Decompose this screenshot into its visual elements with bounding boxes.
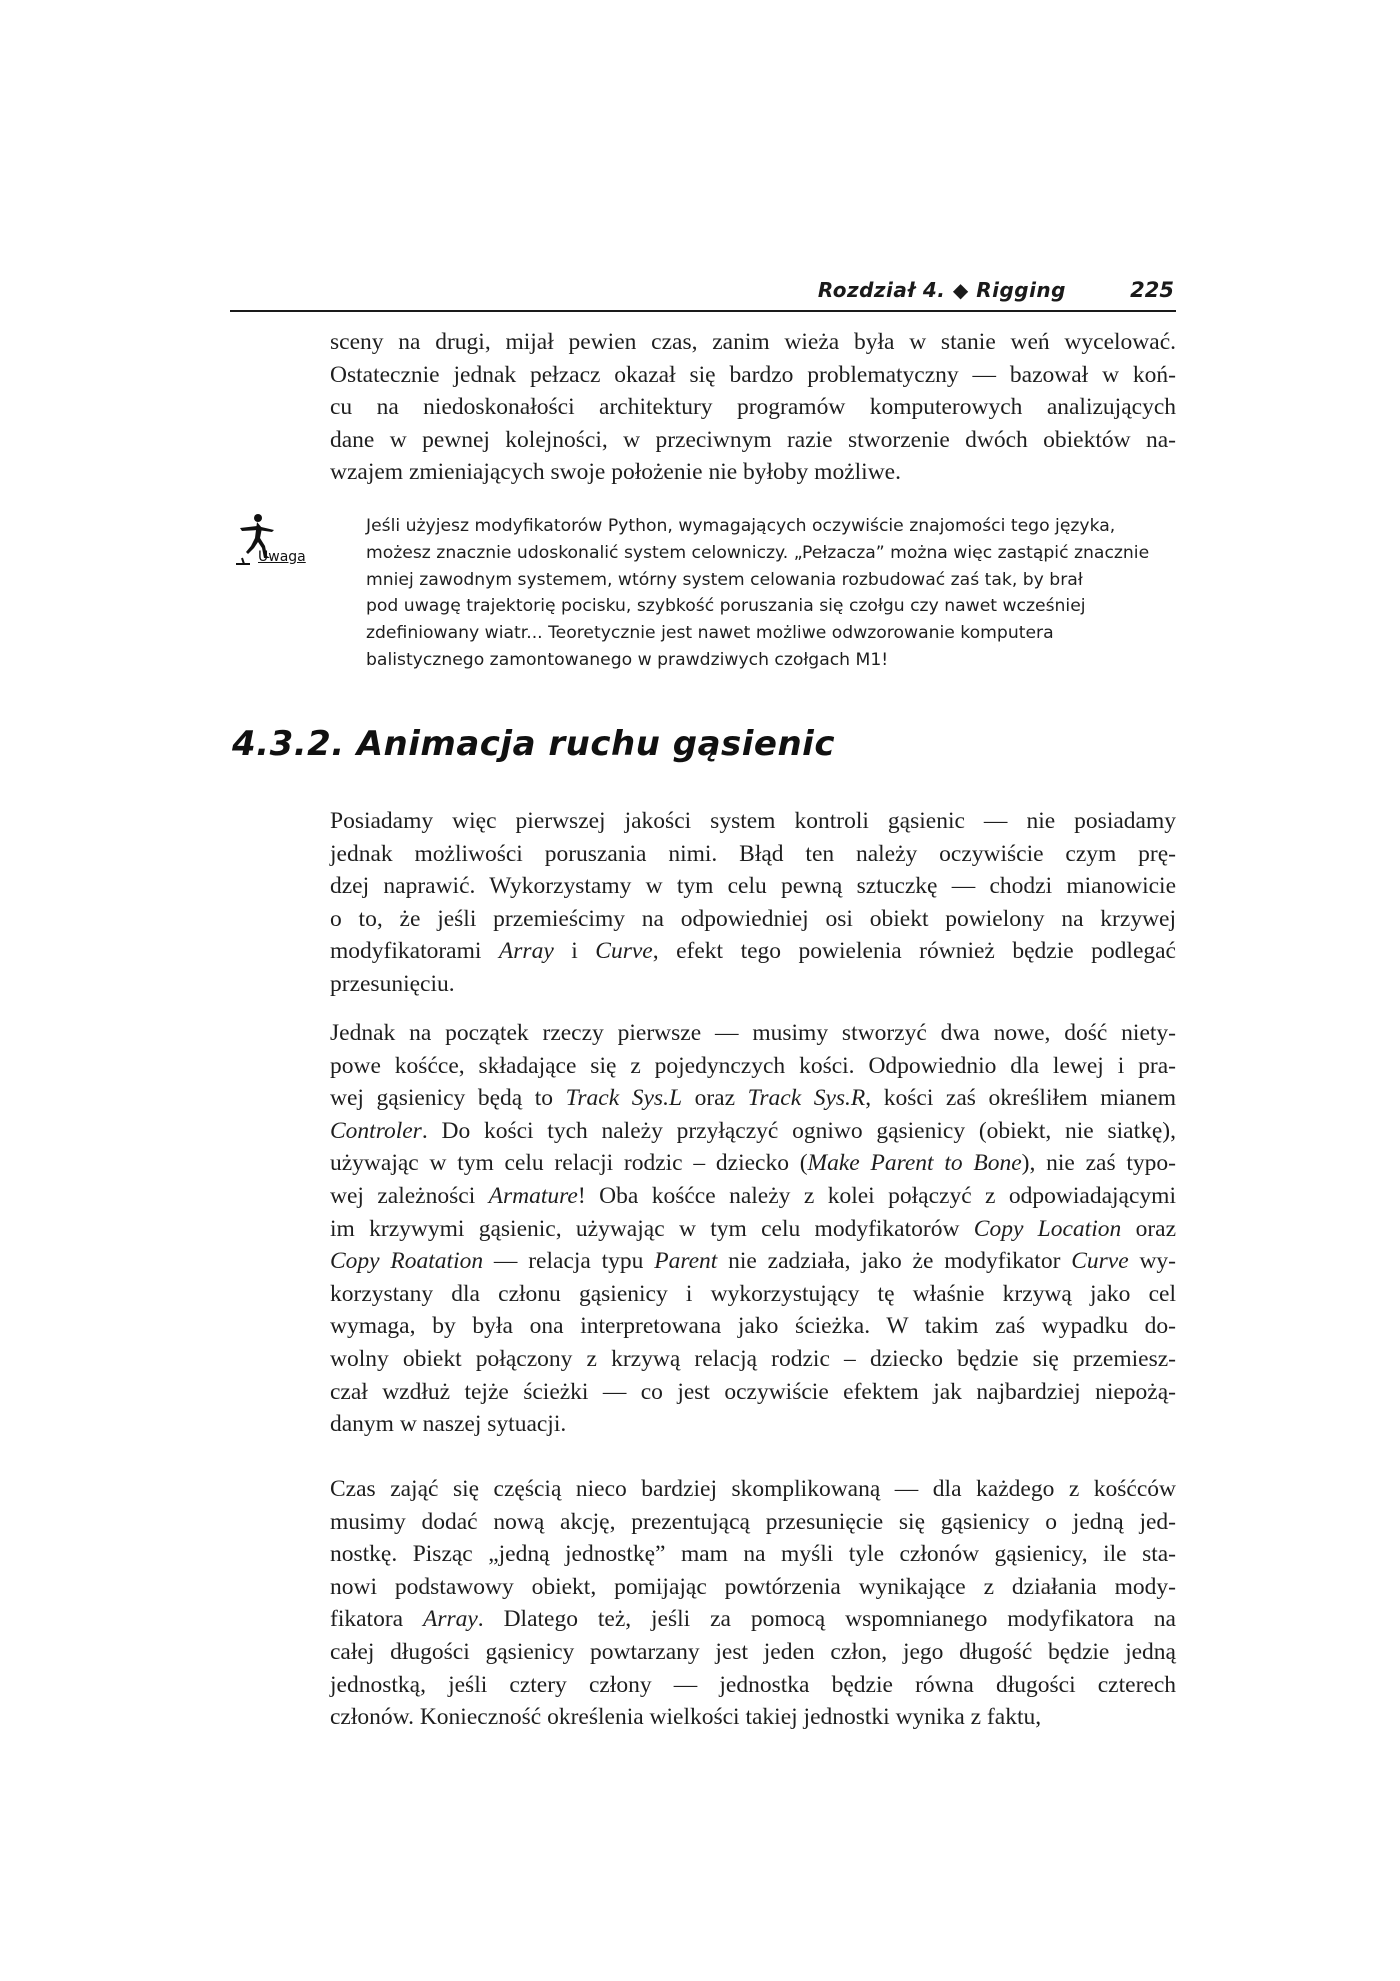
note-line: pod uwagę trajektorię pocisku, szybkość poruszania się czołgu czy nawet wcześniej xyxy=(366,596,1086,617)
text-line: korzystany dla członu gąsienicy i wykorzystujący tę właśnie krzywą jako cel xyxy=(330,1280,1176,1307)
text-line: jednak możliwości poruszania nimi. Błąd ten należy oczywiście czym prę- xyxy=(330,840,1176,867)
note-line: balistycznego zamontowanego w prawdziwych czołgach M1! xyxy=(366,649,889,670)
note-callout-icon xyxy=(232,512,322,572)
text-line: nowi podstawowy obiekt, pomijając powtórzenia wynikające z działania mody- xyxy=(330,1573,1176,1600)
running-head xyxy=(230,276,1176,312)
text-line: dane w pewnej kolejności, w przeciwnym razie stworzenie dwóch obiektów na- xyxy=(330,426,1176,453)
text-line: Copy Roatation — relacja typu Parent nie zadziała, jako że modyfikator Curve wy- xyxy=(330,1248,1177,1275)
section-heading xyxy=(232,724,835,764)
text-line: czał wzdłuż tejże ścieżki — co jest oczywiście efektem jak najbardziej niepożą- xyxy=(330,1378,1176,1405)
text-line: Czas zająć się częścią nieco bardziej skomplikowaną — dla każdego z kośćców xyxy=(330,1476,1176,1502)
text-line: im krzywymi gąsienic, używając w tym celu modyfikatorów Copy Location oraz xyxy=(330,1215,1177,1242)
note-line: zdefiniowany wiatr... Teoretycznie jest nawet możliwe odwzorowanie komputera xyxy=(366,623,1054,644)
text-line: Controler. Do kości tych należy przyłączyć ogniwo gąsienicy (obiekt, nie siatkę), xyxy=(330,1117,1176,1144)
text-line: nostkę. Pisząc „jedną jednostkę” mam na myśli tyle członów gąsienicy, ile sta- xyxy=(330,1541,1176,1568)
intro-paragraph xyxy=(330,326,1176,489)
note-line: możesz znacznie udoskonalić system celowniczy. „Pełzacza” można więc zastąpić znacznie xyxy=(366,542,1150,563)
text-line: członów. Konieczność określenia wielkości takiej jednostki wynika z faktu, xyxy=(330,1704,1042,1731)
text-line: wzajem zmieniających swoje położenie nie byłoby możliwe. xyxy=(330,459,901,486)
text-line: jednostką, jeśli cztery człony — jednostka będzie równa długości czterech xyxy=(330,1671,1176,1698)
page-number: 225 xyxy=(1130,278,1174,302)
paragraph-1 xyxy=(330,805,1176,1001)
text-line: musimy dodać nową akcję, prezentującą przesunięcie się gąsienicy o jedną jed- xyxy=(330,1508,1176,1535)
note-label: Uwaga xyxy=(258,549,306,565)
text-line: fikatora Array. Dlatego też, jeśli za pomocą wspomnianego modyfikatora na xyxy=(330,1606,1176,1633)
text-line: wolny obiekt połączony z krzywą relacją rodzic – dziecko będzie się przemiesz- xyxy=(330,1345,1176,1372)
text-line: o to, że jeśli przemieścimy na odpowiedniej osi obiekt powielony na krzywej xyxy=(330,905,1176,932)
text-line: wymaga, by była ona interpretowana jako ścieżka. W takim zaś wypadku do- xyxy=(330,1313,1176,1340)
text-line: Posiadamy więc pierwszej jakości system kontroli gąsienic — nie posiadamy xyxy=(330,808,1176,834)
text-line: wej gąsienicy będą to Track Sys.L oraz Track Sys.R, kości zaś określiłem mianem xyxy=(330,1085,1176,1112)
paragraph-3 xyxy=(330,1473,1176,1734)
text-line: cu na niedoskonałości architektury programów komputerowych analizujących xyxy=(330,394,1176,421)
text-line: danym w naszej sytuacji. xyxy=(330,1411,567,1438)
note-text xyxy=(366,513,1172,674)
chapter-title: Rozdział 4. ◆ Rigging xyxy=(817,278,1066,302)
text-line: Ostatecznie jednak pełzacz okazał się bardzo problematyczny — bazował w koń- xyxy=(330,361,1176,388)
text-line: całej długości gąsienicy powtarzany jest jeden człon, jego długość będzie jedną xyxy=(330,1638,1176,1665)
text-line: wej zależności Armature! Oba kośćce należy z kolei połączyć z odpowiadającymi xyxy=(330,1182,1176,1209)
text-line: przesunięciu. xyxy=(330,970,455,997)
text-line: modyfikatorami Array i Curve, efekt tego powielenia również będzie podlegać xyxy=(330,938,1176,965)
text-line: Jednak na początek rzeczy pierwsze — musimy stworzyć dwa nowe, dość niety- xyxy=(330,1020,1176,1046)
section-title: Animacja ruchu gąsienic xyxy=(356,724,835,764)
text-line: używając w tym celu relacji rodzic – dziecko (Make Parent to Bone), nie zaś typo- xyxy=(330,1150,1176,1177)
paragraph-2 xyxy=(330,1017,1176,1441)
text-line: sceny na drugi, mijał pewien czas, zanim wieża była w stanie weń wycelować. xyxy=(330,329,1176,355)
note-line: mniej zawodnym systemem, wtórny system celowania rozbudować zaś tak, by brał xyxy=(366,569,1083,590)
text-line: powe kośćce, składające się z pojedynczych kości. Odpowiednio dla lewej i pra- xyxy=(330,1052,1176,1079)
note-line: Jeśli użyjesz modyfikatorów Python, wymagających oczywiście znajomości tego języka, xyxy=(366,516,1116,536)
text-line: dzej naprawić. Wykorzystamy w tym celu pewną sztuczkę — chodzi mianowicie xyxy=(330,873,1176,900)
section-number: 4.3.2. xyxy=(232,724,345,764)
